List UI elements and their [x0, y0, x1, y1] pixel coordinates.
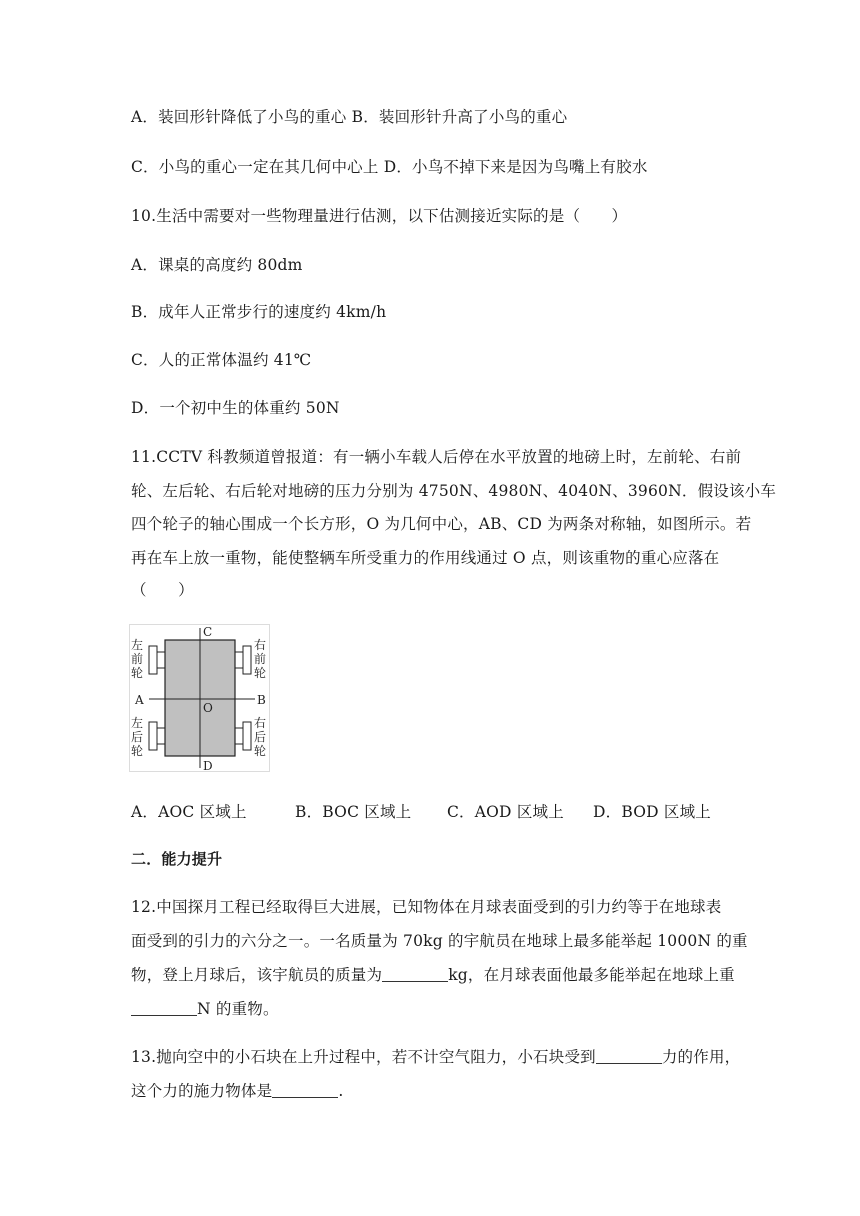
left-front-char-2: 前 [131, 652, 144, 666]
label-b: B [257, 693, 266, 707]
left-rear-char-1: 左 [131, 716, 144, 730]
q12-line-4 [131, 997, 279, 1019]
q10-stem: 10.生活中需要对一些物理量进行估测，以下估测接近实际的是（ ） [131, 207, 628, 225]
left-rear-wheel [149, 722, 157, 750]
q12-line-3-pre: 物，登上月球后，该宇航员的质量为 [131, 966, 383, 984]
label-d: D [203, 759, 213, 772]
q12-blank-mass[interactable] [382, 966, 448, 983]
left-front-wheel [149, 646, 157, 674]
right-rear-char-3: 轮 [254, 744, 267, 758]
q10-option-b: B．成年人正常步行的速度约 4km/h [131, 303, 387, 321]
q12-line-1: 12.中国探月工程已经取得巨大进展，已知物体在月球表面受到的引力约等于在地球表 [131, 898, 722, 916]
label-c: C [203, 625, 213, 639]
right-rear-char-1: 右 [254, 716, 267, 730]
left-front-char-3: 轮 [131, 666, 144, 680]
q10-option-a: A．课桌的高度约 80dm [131, 256, 303, 274]
q13-line-1-post: 力的作用， [661, 1048, 741, 1066]
q13-line-2-pre: 这个力的施力物体是 [131, 1082, 273, 1100]
q11-options [131, 800, 711, 822]
q13-line-1-pre: 13.抛向空中的小石块在上升过程中，若不计空气阻力，小石块受到 [131, 1048, 596, 1066]
label-a: A [135, 693, 144, 707]
q12-line-3 [131, 963, 735, 985]
q13-blank-source[interactable] [272, 1082, 338, 1099]
q11-line-1: 11.CCTV 科教频道曾报道：有一辆小车载人后停在水平放置的地磅上时，左前轮、右前 [131, 448, 742, 466]
q10-option-d: D．一个初中生的体重约 50N [131, 399, 340, 417]
left-rear-char-2: 后 [131, 730, 144, 744]
q11-line-5: （ ） [131, 581, 194, 599]
q12-line-3-post: kg，在月球表面他最多能举起在地球上重 [448, 966, 735, 984]
left-front-char-1: 左 [131, 638, 144, 652]
q11-option-d: D．BOD 区域上 [593, 803, 711, 821]
right-front-char-1: 右 [254, 638, 267, 652]
q10-option-c: C．人的正常体温约 41℃ [131, 351, 312, 369]
q9-options-ab: A．装回形针降低了小鸟的重心 B．装回形针升高了小鸟的重心 [131, 108, 568, 126]
q11-line-2: 轮、左后轮、右后轮对地磅的压力分别为 4750N、4980N、4040N、3960N．假设该小车 [131, 482, 777, 500]
car-wheel-diagram [129, 624, 270, 772]
q11-option-b: B．BOC 区域上 [295, 803, 412, 821]
q13-line-2 [131, 1079, 343, 1101]
q11-option-a: A．AOC 区域上 [131, 803, 247, 821]
q11-option-c: C．AOD 区域上 [447, 803, 564, 821]
right-rear-wheel [243, 722, 251, 750]
label-o: O [203, 701, 213, 715]
right-front-char-2: 前 [254, 652, 267, 666]
section-heading: 二．能力提升 [131, 850, 223, 868]
right-front-char-3: 轮 [254, 666, 267, 680]
q13-line-1 [131, 1045, 740, 1067]
q12-line-2: 面受到的引力的六分之一。一名质量为 70kg 的宇航员在地球上最多能举起 1000N 的重 [131, 932, 748, 950]
left-rear-char-3: 轮 [131, 744, 144, 758]
q12-blank-weight[interactable] [131, 1000, 197, 1017]
q13-blank-force[interactable] [596, 1048, 662, 1065]
q11-line-3: 四个轮子的轴心围成一个长方形，O 为几何中心，AB、CD 为两条对称轴，如图所示。若 [131, 515, 752, 533]
q13-line-2-post: . [338, 1082, 344, 1100]
q11-line-4: 再在车上放一重物，能使整辆车所受重力的作用线通过 O 点，则该重物的重心应落在 [131, 549, 720, 567]
q12-line-4-post: N 的重物。 [197, 1000, 279, 1018]
q9-options-cd: C．小鸟的重心一定在其几何中心上 D．小鸟不掉下来是因为鸟嘴上有胶水 [131, 158, 648, 176]
right-rear-char-2: 后 [254, 730, 267, 744]
right-front-wheel [243, 646, 251, 674]
